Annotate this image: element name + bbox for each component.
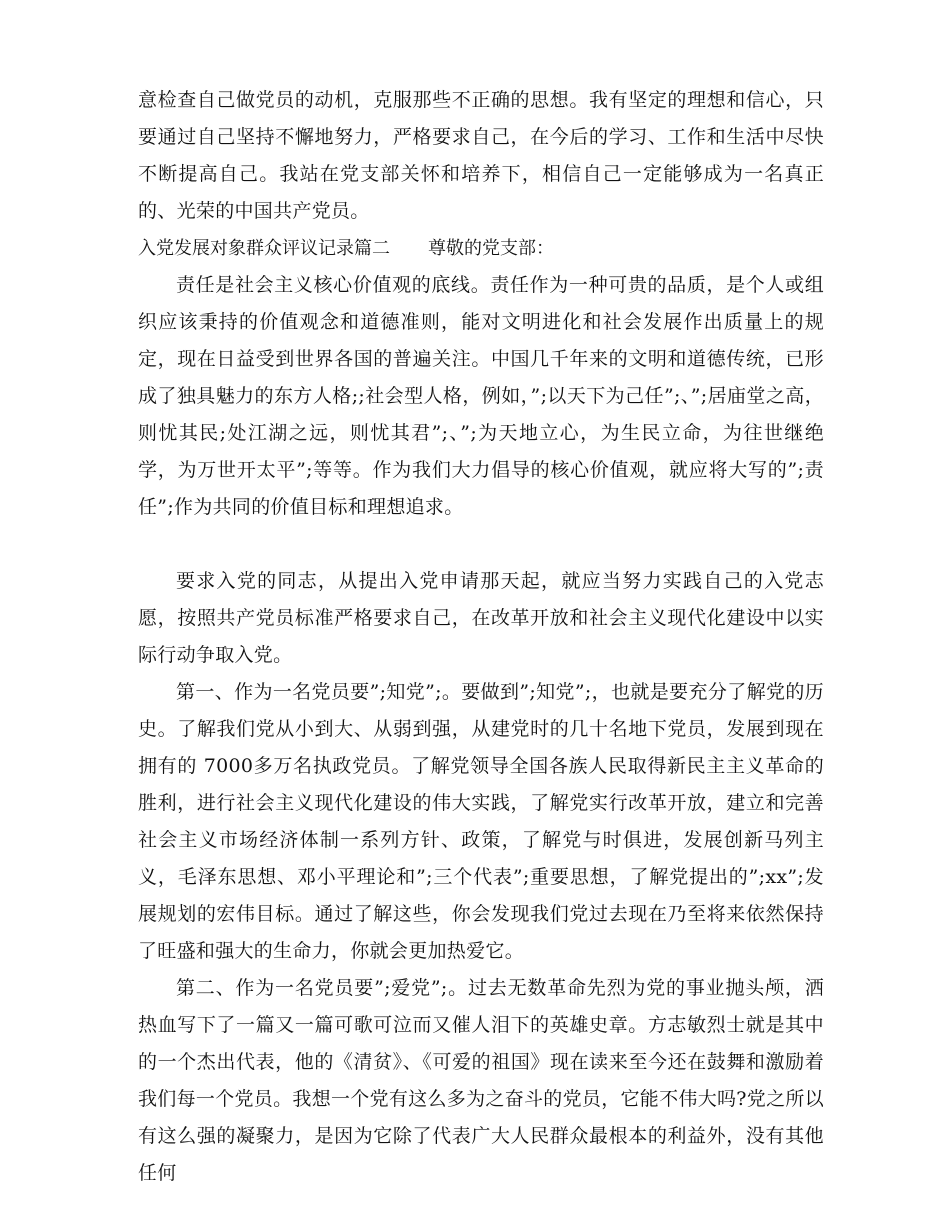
section-heading <box>138 230 824 267</box>
paragraph-know-party: 第一、作为一名党员要”;知党”;。要做到”;知党”;，也就是要充分了解党的历史。了解我们党从小到大、从弱到强，从建党时的几十名地下党员，发展到现在拥有的 7000多万名执政党员。了解党领导全国各族人民取得新民主主义革命的胜利，进行社会主义现代化建设的伟大实践，了解党实行改革开放，建立和完善社会主义市场经济体制一系列方针、政策，了解党与时俱进，发展创新马列主义，毛泽东思想、邓小平理论和”;三个代表”;重要思想，了解党提出的”;xx”;发展规划的宏伟目标。通过了解这些，你会发现我们党过去现在乃至将来依然保持了旺盛和强大的生命力，你就会更加热爱它。 <box>138 681 824 962</box>
paragraph-love-party: 第二、作为一名党员要”;爱党”;。过去无数革命先烈为党的事业抛头颅，洒热血写下了一篇又一篇可歌可泣而又催人泪下的英雄史章。方志敏烈士就是其中的一个杰出代表，他的《清贫》、《可爱的祖国》现在读来至今还在鼓舞和激励着我们每一个党员。我想一个党有这么多为之奋斗的党员，它能不伟大吗?党之所以有这么强的凝聚力，是因为它除了代表广大人民群众最根本的利益外，没有其他任何 <box>138 977 824 1184</box>
section-title: 入党发展对象群众评议记录篇二 <box>138 238 390 259</box>
paragraph-responsibility: 责任是社会主义核心价值观的底线。责任作为一种可贵的品质，是个人或组织应该秉持的价值观念和道德准则，能对文明进化和社会发展作出质量上的规定，现在日益受到世界各国的普遍关注。中国几千年来的文明和道德传统，已形成了独具魅力的东方人格;;社会型人格，例如，”;以天下为己任”;、”;居庙堂之高，则忧其民;处江湖之远，则忧其君”;、”;为天地立心，为生民立命，为往世继绝学，为万世开太平”;等等。作为我们大力倡导的核心价值观，就应将大写的”;责任”;作为共同的价值目标和理想追求。 <box>138 274 824 518</box>
salutation: 尊敬的党支部： <box>428 238 554 259</box>
paragraph-join-party: 要求入党的同志，从提出入党申请那天起，就应当努力实践自己的入党志愿，按照共产党员标准严格要求自己，在改革开放和社会主义现代化建设中以实际行动争取入党。 <box>138 570 824 666</box>
paragraph-closing-part-one: 意检查自己做党员的动机，克服那些不正确的思想。我有坚定的理想和信心，只要通过自己坚持不懈地努力，严格要求自己，在今后的学习、工作和生活中尽快不断提高自己。我站在党支部关怀和培养下，相信自己一定能够成为一名真正的、光荣的中国共产党员。 <box>138 89 824 222</box>
